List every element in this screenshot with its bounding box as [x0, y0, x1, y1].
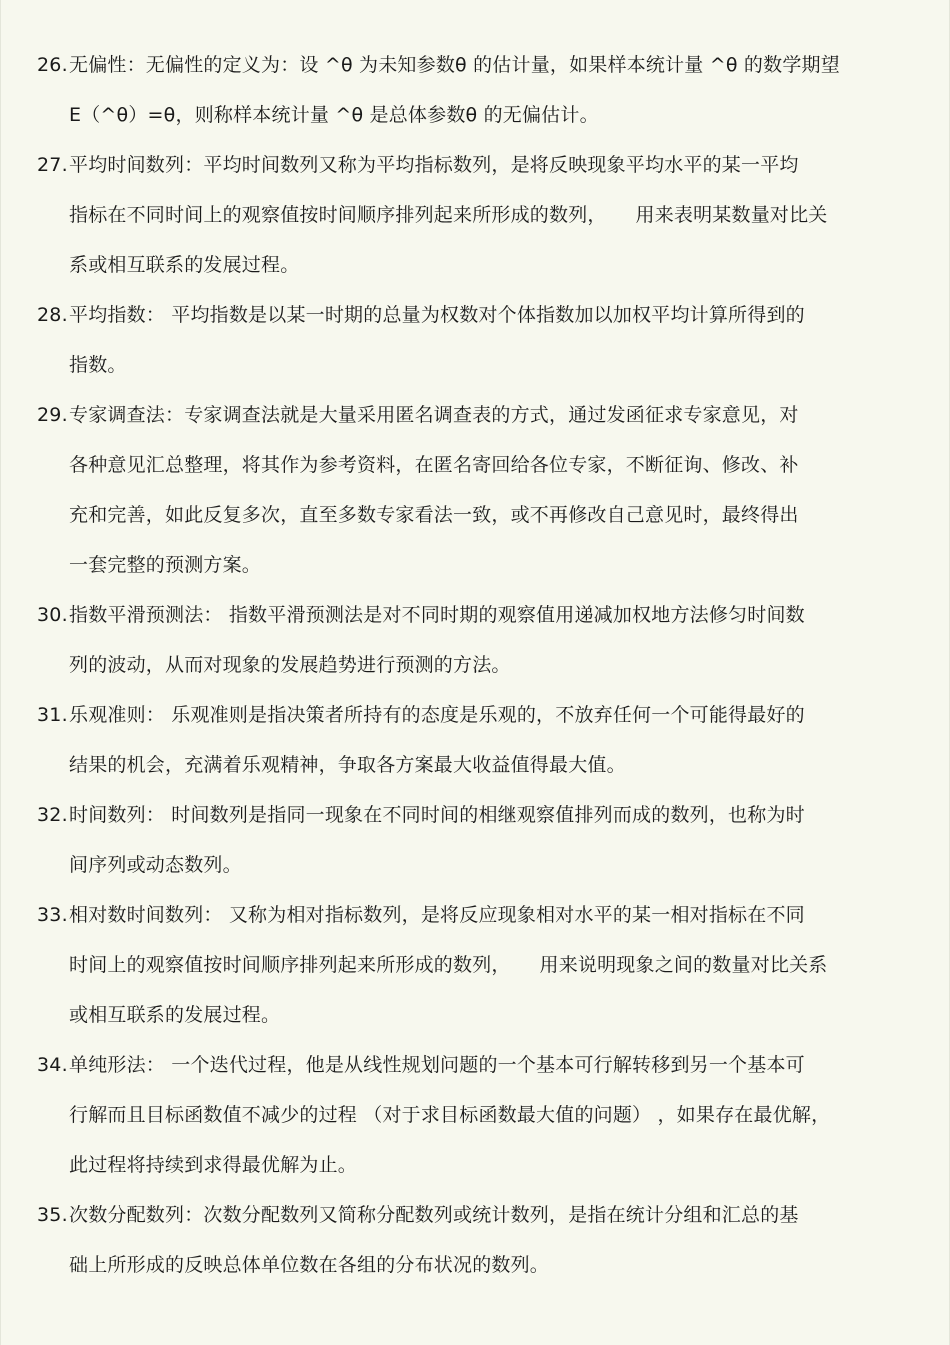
- glossary-entry-first-line: [37, 900, 917, 930]
- glossary-entry-first-line: [37, 600, 917, 630]
- entry-number: 27.: [37, 154, 68, 176]
- entry-number: 28.: [37, 304, 68, 326]
- entry-text: 平均指数： 平均指数是以某一时期的总量为权数对个体指数加以加权平均计算所得到的: [69, 304, 805, 326]
- entry-text: 次数分配数列：次数分配数列又简称分配数列或统计数列，是指在统计分组和汇总的基: [69, 1204, 799, 1226]
- entry-text: 础上所形成的反映总体单位数在各组的分布状况的数列。: [69, 1254, 550, 1276]
- entry-text: 行解而且目标函数值不减少的过程 （对于求目标函数最大值的问题） ，如果存在最优解，: [69, 1104, 831, 1126]
- glossary-entry-continuation-line: [69, 1150, 919, 1180]
- glossary-entry-continuation-line: [69, 350, 919, 380]
- entry-text: 时间数列： 时间数列是指同一现象在不同时间的相继观察值排列而成的数列，也称为时: [69, 804, 805, 826]
- entry-number: 35.: [37, 1204, 68, 1226]
- entry-number: 33.: [37, 904, 68, 926]
- entry-number: 32.: [37, 804, 68, 826]
- glossary-entry-first-line: [37, 1200, 917, 1230]
- glossary-entry-continuation-line: [69, 850, 919, 880]
- entry-number: 31.: [37, 704, 68, 726]
- entry-number: 34.: [37, 1054, 68, 1076]
- entry-text: 平均时间数列：平均时间数列又称为平均指标数列，是将反映现象平均水平的某一平均: [69, 154, 799, 176]
- entry-text: 指标在不同时间上的观察值按时间顺序排列起来所形成的数列， 用来表明某数量对比关: [69, 204, 828, 226]
- glossary-entry-continuation-line: [69, 500, 919, 530]
- glossary-entry-continuation-line: [69, 1100, 919, 1130]
- glossary-entry-first-line: [37, 700, 917, 730]
- glossary-entry-continuation-line: [69, 750, 919, 780]
- glossary-entry-first-line: [37, 400, 917, 430]
- entry-text: 系或相互联系的发展过程。: [69, 254, 300, 276]
- entry-number: 29.: [37, 404, 68, 426]
- glossary-entry-first-line: [37, 50, 917, 80]
- glossary-entry-continuation-line: [69, 250, 919, 280]
- entry-text: 相对数时间数列： 又称为相对指标数列，是将反应现象相对水平的某一相对指标在不同: [69, 904, 805, 926]
- entry-text: 列的波动，从而对现象的发展趋势进行预测的方法。: [69, 654, 511, 676]
- entry-text: 指数平滑预测法： 指数平滑预测法是对不同时期的观察值用递减加权地方法修匀时间数: [69, 604, 805, 626]
- entry-text: 专家调查法：专家调查法就是大量采用匿名调查表的方式，通过发函征求专家意见，对: [69, 404, 799, 426]
- glossary-entry-first-line: [37, 150, 917, 180]
- entry-text: 单纯形法： 一个迭代过程，他是从线性规划问题的一个基本可行解转移到另一个基本可: [69, 1054, 805, 1076]
- entry-number: 30.: [37, 604, 68, 626]
- entry-text: E（^θ）=θ，则称样本统计量 ^θ 是总体参数θ 的无偏估计。: [69, 104, 599, 126]
- entry-text: 充和完善，如此反复多次，直至多数专家看法一致，或不再修改自己意见时，最终得出: [69, 504, 799, 526]
- glossary-entry-first-line: [37, 1050, 917, 1080]
- glossary-entry-first-line: [37, 800, 917, 830]
- entry-text: 时间上的观察值按时间顺序排列起来所形成的数列， 用来说明现象之间的数量对比关系: [69, 954, 828, 976]
- glossary-entry-continuation-line: [69, 100, 919, 130]
- glossary-entry-continuation-line: [69, 650, 919, 680]
- entry-text: 乐观准则： 乐观准则是指决策者所持有的态度是乐观的，不放弃任何一个可能得最好的: [69, 704, 805, 726]
- entry-text: 此过程将持续到求得最优解为止。: [69, 1154, 358, 1176]
- glossary-entry-continuation-line: [69, 1000, 919, 1030]
- glossary-entry-continuation-line: [69, 450, 919, 480]
- entry-number: 26.: [37, 54, 68, 76]
- entry-text: 无偏性：无偏性的定义为：设 ^θ 为未知参数θ 的估计量，如果样本统计量 ^θ 的数学期望: [69, 54, 840, 76]
- glossary-entry-continuation-line: [69, 1250, 919, 1280]
- entry-text: 一套完整的预测方案。: [69, 554, 262, 576]
- glossary-entry-continuation-line: [69, 550, 919, 580]
- entry-text: 结果的机会，充满着乐观精神，争取各方案最大收益值得最大值。: [69, 754, 626, 776]
- glossary-entry-continuation-line: [69, 950, 919, 980]
- entry-text: 间序列或动态数列。: [69, 854, 242, 876]
- entry-text: 各种意见汇总整理，将其作为参考资料，在匿名寄回给各位专家，不断征询、修改、补: [69, 454, 799, 476]
- glossary-entry-continuation-line: [69, 200, 919, 230]
- entry-text: 指数。: [69, 354, 127, 376]
- glossary-entry-first-line: [37, 300, 917, 330]
- entry-text: 或相互联系的发展过程。: [69, 1004, 281, 1026]
